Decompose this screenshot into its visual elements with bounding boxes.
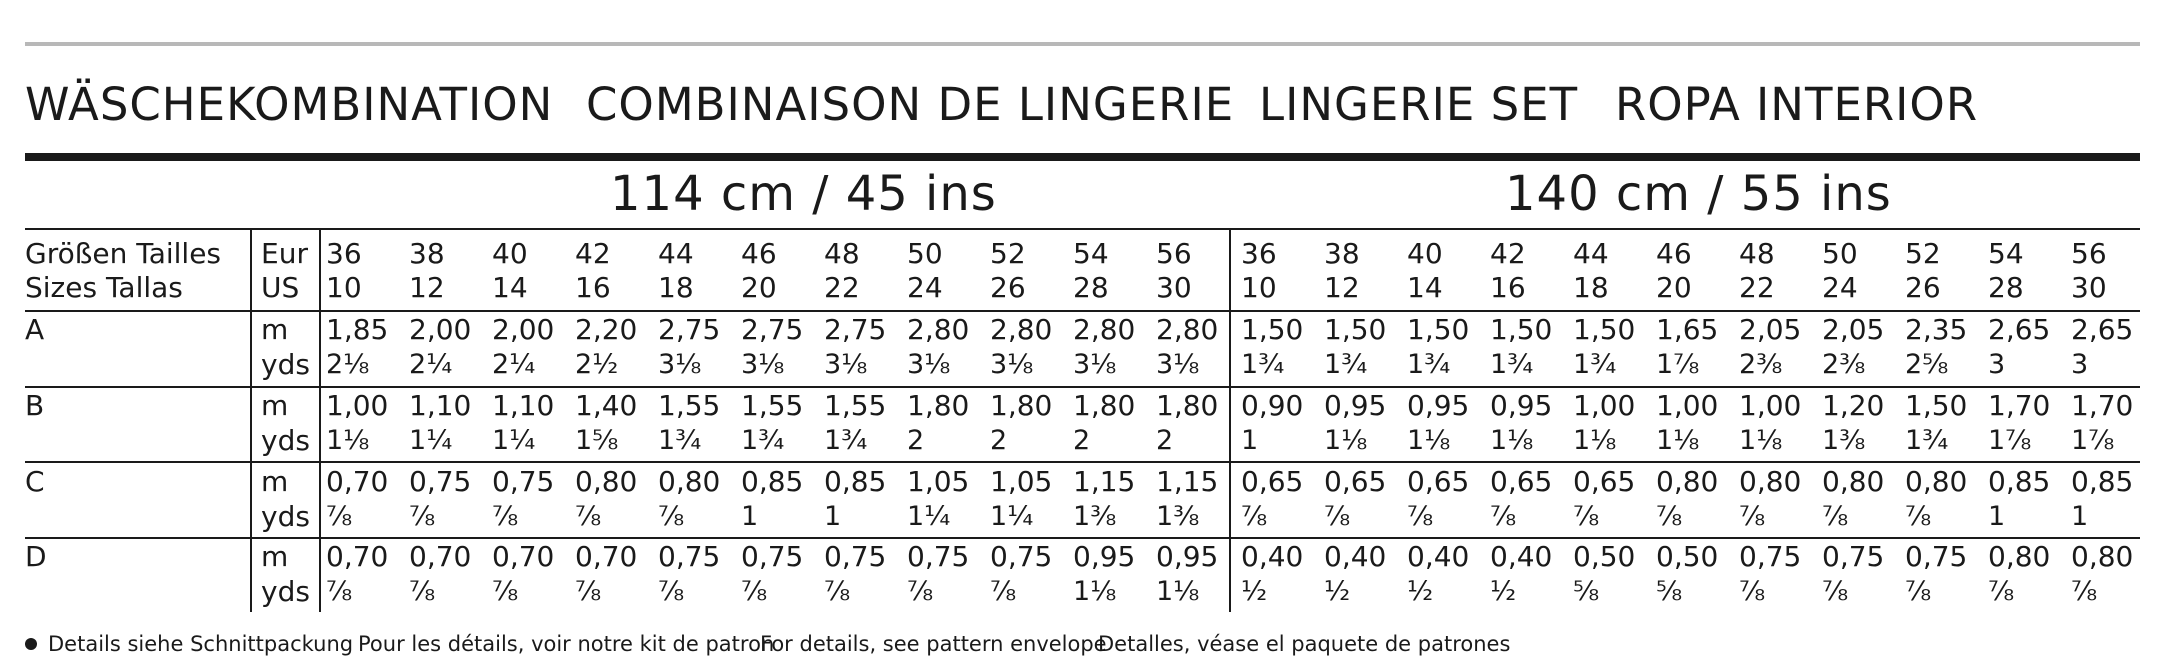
yards-cell: ½ [1241, 576, 1268, 607]
row-rule-a [25, 310, 2140, 312]
us-size-cell: 20 [1656, 271, 1692, 304]
us-size-cell: 16 [575, 271, 611, 304]
yards-cell: ⅞ [2071, 576, 2098, 607]
meters-cell: 1,50 [1324, 313, 1387, 346]
eur-size-cell: 48 [1739, 237, 1775, 270]
yards-cell: 1¼ [907, 501, 951, 532]
yards-cell: ½ [1407, 576, 1434, 607]
meters-cell: 1,55 [658, 389, 721, 422]
yards-cell: 1¾ [1490, 349, 1534, 380]
yards-cell: 1⅛ [326, 425, 370, 456]
yards-cell: 3⅛ [907, 349, 951, 380]
meters-cell: 0,40 [1407, 540, 1470, 573]
meters-cell: 0,70 [492, 540, 555, 573]
unit-yards: yds [261, 424, 310, 457]
meters-cell: 0,75 [409, 465, 472, 498]
us-size-cell: 10 [1241, 271, 1277, 304]
yards-cell: ⅞ [907, 576, 934, 607]
yards-cell: 3⅛ [741, 349, 785, 380]
yards-cell: 1¾ [1324, 349, 1368, 380]
yards-cell: ⅞ [1739, 501, 1766, 532]
meters-cell: 0,80 [2071, 540, 2134, 573]
meters-cell: 0,40 [1324, 540, 1387, 573]
yards-cell: 1⅞ [1988, 425, 2032, 456]
meters-cell: 0,80 [1822, 465, 1885, 498]
footer-german: Details siehe Schnittpackung [48, 632, 354, 656]
us-size-cell: 30 [2071, 271, 2107, 304]
meters-cell: 0,75 [492, 465, 555, 498]
yards-cell: 1⅛ [1073, 576, 1117, 607]
yards-cell: 1 [824, 501, 842, 532]
meters-cell: 0,85 [2071, 465, 2134, 498]
us-size-cell: 14 [1407, 271, 1443, 304]
meters-cell: 0,70 [326, 540, 389, 573]
size-label-line1: Größen Tailles [25, 237, 222, 270]
meters-cell: 1,10 [409, 389, 472, 422]
yards-cell: 1⅜ [1073, 501, 1117, 532]
meters-cell: 0,65 [1490, 465, 1553, 498]
meters-cell: 1,15 [1073, 465, 1136, 498]
meters-cell: 1,00 [1656, 389, 1719, 422]
yards-cell: 1⅛ [1407, 425, 1451, 456]
eur-label: Eur [261, 237, 308, 270]
yards-cell: ⅞ [1822, 501, 1849, 532]
divider-width [1229, 228, 1231, 612]
yards-cell: 1¾ [824, 425, 868, 456]
meters-cell: 1,55 [741, 389, 804, 422]
yards-cell: 2¼ [492, 349, 536, 380]
meters-cell: 0,40 [1241, 540, 1304, 573]
meters-cell: 0,75 [990, 540, 1053, 573]
meters-cell: 0,75 [1905, 540, 1968, 573]
yards-cell: 1⅜ [1156, 501, 1200, 532]
yards-cell: 1⅞ [1656, 349, 1700, 380]
meters-cell: 0,80 [1988, 540, 2051, 573]
meters-cell: 0,75 [658, 540, 721, 573]
eur-size-cell: 38 [409, 237, 445, 270]
yards-cell: ⅞ [658, 576, 685, 607]
unit-meters: m [261, 540, 289, 573]
yards-cell: ½ [1324, 576, 1351, 607]
yards-cell: 2¼ [409, 349, 453, 380]
meters-cell: 0,80 [658, 465, 721, 498]
view-label-d: D [25, 540, 47, 573]
yards-cell: ⅞ [575, 501, 602, 532]
meters-cell: 0,95 [1073, 540, 1136, 573]
meters-cell: 1,05 [907, 465, 970, 498]
meters-cell: 0,75 [907, 540, 970, 573]
yards-cell: 3⅛ [990, 349, 1034, 380]
yards-cell: 3 [1988, 349, 2006, 380]
eur-size-cell: 52 [990, 237, 1026, 270]
meters-cell: 2,80 [1156, 313, 1219, 346]
meters-cell: 0,65 [1324, 465, 1387, 498]
yards-cell: 1⅛ [1573, 425, 1617, 456]
yards-cell: 1⅜ [1822, 425, 1866, 456]
eur-size-cell: 40 [492, 237, 528, 270]
meters-cell: 0,80 [1656, 465, 1719, 498]
eur-size-cell: 46 [1656, 237, 1692, 270]
meters-cell: 0,85 [1988, 465, 2051, 498]
eur-size-cell: 56 [2071, 237, 2107, 270]
yards-cell: 1¾ [741, 425, 785, 456]
bullet-icon [25, 638, 37, 650]
meters-cell: 1,80 [1156, 389, 1219, 422]
meters-cell: 0,75 [741, 540, 804, 573]
us-size-cell: 12 [409, 271, 445, 304]
yards-cell: 1 [2071, 501, 2089, 532]
meters-cell: 0,50 [1656, 540, 1719, 573]
us-size-cell: 20 [741, 271, 777, 304]
header-rule [25, 228, 2140, 230]
footer-english: For details, see pattern envelope [760, 632, 1107, 656]
meters-cell: 0,85 [741, 465, 804, 498]
yards-cell: 3⅛ [1073, 349, 1117, 380]
meters-cell: 2,80 [990, 313, 1053, 346]
meters-cell: 0,85 [824, 465, 887, 498]
yards-cell: ⅞ [990, 576, 1017, 607]
eur-size-cell: 46 [741, 237, 777, 270]
yards-cell: ⅞ [409, 576, 436, 607]
yards-cell: ⅞ [1988, 576, 2015, 607]
us-size-cell: 22 [824, 271, 860, 304]
yards-cell: ½ [1490, 576, 1517, 607]
us-label: US [261, 271, 300, 304]
yards-cell: 1⅛ [1490, 425, 1534, 456]
eur-size-cell: 42 [575, 237, 611, 270]
yards-cell: ⅞ [1324, 501, 1351, 532]
meters-cell: 0,75 [1822, 540, 1885, 573]
meters-cell: 0,80 [1739, 465, 1802, 498]
yards-cell: 1⅛ [1156, 576, 1200, 607]
eur-size-cell: 36 [1241, 237, 1277, 270]
meters-cell: 0,80 [575, 465, 638, 498]
eur-size-cell: 54 [1073, 237, 1109, 270]
title-spanish: ROPA INTERIOR [1615, 78, 1979, 131]
footer-spanish: Detalles, véase el paquete de patrones [1098, 632, 1511, 656]
meters-cell: 2,75 [658, 313, 721, 346]
yards-cell: 1¾ [1241, 349, 1285, 380]
yards-cell: ⅞ [326, 576, 353, 607]
yards-cell: ⅞ [1241, 501, 1268, 532]
eur-size-cell: 44 [658, 237, 694, 270]
meters-cell: 1,20 [1822, 389, 1885, 422]
meters-cell: 1,50 [1407, 313, 1470, 346]
yards-cell: 3⅛ [1156, 349, 1200, 380]
meters-cell: 1,70 [2071, 389, 2134, 422]
yards-cell: ⅞ [1905, 501, 1932, 532]
yards-cell: 3⅛ [824, 349, 868, 380]
meters-cell: 0,70 [575, 540, 638, 573]
top-rule [25, 42, 2140, 46]
meters-cell: 1,05 [990, 465, 1053, 498]
yards-cell: 1⅛ [1739, 425, 1783, 456]
eur-size-cell: 40 [1407, 237, 1443, 270]
meters-cell: 1,40 [575, 389, 638, 422]
meters-cell: 1,15 [1156, 465, 1219, 498]
yards-cell: 2⅜ [1739, 349, 1783, 380]
divider-label [250, 228, 252, 612]
yards-cell: 2 [990, 425, 1008, 456]
meters-cell: 0,75 [824, 540, 887, 573]
meters-cell: 0,95 [1407, 389, 1470, 422]
meters-cell: 0,65 [1573, 465, 1636, 498]
yards-cell: 2⅝ [1905, 349, 1949, 380]
row-rule-c [25, 461, 2140, 463]
title-french: COMBINAISON DE LINGERIE [586, 78, 1235, 131]
yards-cell: ⅞ [1739, 576, 1766, 607]
yards-cell: 3 [2071, 349, 2089, 380]
meters-cell: 0,65 [1407, 465, 1470, 498]
meters-cell: 2,80 [907, 313, 970, 346]
yards-cell: 2½ [575, 349, 619, 380]
yards-cell: 1¼ [990, 501, 1034, 532]
yards-cell: ⅝ [1656, 576, 1683, 607]
yards-cell: ⅝ [1573, 576, 1600, 607]
us-size-cell: 14 [492, 271, 528, 304]
meters-cell: 0,50 [1573, 540, 1636, 573]
meters-cell: 1,00 [1573, 389, 1636, 422]
yards-cell: ⅞ [326, 501, 353, 532]
row-rule-d [25, 537, 2140, 539]
meters-cell: 1,50 [1573, 313, 1636, 346]
us-size-cell: 28 [1073, 271, 1109, 304]
us-size-cell: 16 [1490, 271, 1526, 304]
meters-cell: 1,80 [990, 389, 1053, 422]
meters-cell: 1,00 [326, 389, 389, 422]
meters-cell: 0,65 [1241, 465, 1304, 498]
meters-cell: 1,80 [1073, 389, 1136, 422]
eur-size-cell: 36 [326, 237, 362, 270]
eur-size-cell: 44 [1573, 237, 1609, 270]
yards-cell: ⅞ [741, 576, 768, 607]
eur-size-cell: 38 [1324, 237, 1360, 270]
us-size-cell: 18 [658, 271, 694, 304]
yards-cell: ⅞ [1656, 501, 1683, 532]
view-label-b: B [25, 389, 45, 422]
yards-cell: 1⅛ [1324, 425, 1368, 456]
meters-cell: 1,80 [907, 389, 970, 422]
meters-cell: 2,80 [1073, 313, 1136, 346]
yards-cell: 1¾ [1905, 425, 1949, 456]
meters-cell: 2,05 [1822, 313, 1885, 346]
fabric-width-114: 114 cm / 45 ins [610, 166, 997, 222]
title-german: WÄSCHEKOMBINATION [25, 78, 554, 131]
yards-cell: 1¾ [658, 425, 702, 456]
yards-cell: 2 [1156, 425, 1174, 456]
row-rule-b [25, 386, 2140, 388]
meters-cell: 0,70 [326, 465, 389, 498]
us-size-cell: 24 [1822, 271, 1858, 304]
meters-cell: 1,50 [1241, 313, 1304, 346]
yards-cell: ⅞ [824, 576, 851, 607]
meters-cell: 1,50 [1490, 313, 1553, 346]
unit-yards: yds [261, 575, 310, 608]
yards-cell: 1⅝ [575, 425, 619, 456]
yards-cell: 2⅛ [326, 349, 370, 380]
meters-cell: 2,00 [492, 313, 555, 346]
meters-cell: 0,40 [1490, 540, 1553, 573]
meters-cell: 1,65 [1656, 313, 1719, 346]
meters-cell: 1,00 [1739, 389, 1802, 422]
yards-cell: 1 [741, 501, 759, 532]
yards-cell: ⅞ [1573, 501, 1600, 532]
eur-size-cell: 52 [1905, 237, 1941, 270]
view-label-c: C [25, 465, 45, 498]
fabric-width-140: 140 cm / 55 ins [1505, 166, 1892, 222]
unit-yards: yds [261, 500, 310, 533]
meters-cell: 2,75 [741, 313, 804, 346]
meters-cell: 1,55 [824, 389, 887, 422]
meters-cell: 0,70 [409, 540, 472, 573]
footer-french: Pour les détails, voir notre kit de patron [358, 632, 775, 656]
us-size-cell: 18 [1573, 271, 1609, 304]
yards-cell: ⅞ [575, 576, 602, 607]
meters-cell: 2,65 [2071, 313, 2134, 346]
meters-cell: 2,00 [409, 313, 472, 346]
yards-cell: 1¼ [409, 425, 453, 456]
us-size-cell: 28 [1988, 271, 2024, 304]
meters-cell: 0,80 [1905, 465, 1968, 498]
meters-cell: 1,85 [326, 313, 389, 346]
yards-cell: ⅞ [658, 501, 685, 532]
eur-size-cell: 54 [1988, 237, 2024, 270]
view-label-a: A [25, 313, 45, 346]
yards-cell: ⅞ [492, 576, 519, 607]
meters-cell: 2,20 [575, 313, 638, 346]
yards-cell: 2 [1073, 425, 1091, 456]
meters-cell: 1,10 [492, 389, 555, 422]
yards-cell: ⅞ [1490, 501, 1517, 532]
unit-meters: m [261, 465, 289, 498]
yards-cell: ⅞ [492, 501, 519, 532]
yards-cell: ⅞ [1407, 501, 1434, 532]
us-size-cell: 26 [990, 271, 1026, 304]
meters-cell: 2,65 [1988, 313, 2051, 346]
unit-yards: yds [261, 348, 310, 381]
meters-cell: 2,35 [1905, 313, 1968, 346]
us-size-cell: 30 [1156, 271, 1192, 304]
unit-meters: m [261, 313, 289, 346]
yards-cell: 2 [907, 425, 925, 456]
us-size-cell: 12 [1324, 271, 1360, 304]
us-size-cell: 26 [1905, 271, 1941, 304]
yards-cell: 1¼ [492, 425, 536, 456]
eur-size-cell: 50 [1822, 237, 1858, 270]
meters-cell: 0,95 [1490, 389, 1553, 422]
yards-cell: 1 [1988, 501, 2006, 532]
yards-cell: ⅞ [409, 501, 436, 532]
yards-cell: 1¾ [1573, 349, 1617, 380]
meters-cell: 0,75 [1739, 540, 1802, 573]
yards-cell: 1⅛ [1656, 425, 1700, 456]
us-size-cell: 24 [907, 271, 943, 304]
meters-cell: 2,75 [824, 313, 887, 346]
size-label-line2: Sizes Tallas [25, 271, 183, 304]
eur-size-cell: 50 [907, 237, 943, 270]
divider-unit [319, 228, 321, 612]
eur-size-cell: 56 [1156, 237, 1192, 270]
unit-meters: m [261, 389, 289, 422]
us-size-cell: 10 [326, 271, 362, 304]
yards-cell: ⅞ [1905, 576, 1932, 607]
meters-cell: 1,70 [1988, 389, 2051, 422]
yards-cell: 2⅜ [1822, 349, 1866, 380]
yards-cell: 1 [1241, 425, 1259, 456]
yards-cell: 3⅛ [658, 349, 702, 380]
us-size-cell: 22 [1739, 271, 1775, 304]
meters-cell: 1,50 [1905, 389, 1968, 422]
yards-cell: ⅞ [1822, 576, 1849, 607]
meters-cell: 0,95 [1324, 389, 1387, 422]
eur-size-cell: 42 [1490, 237, 1526, 270]
meters-cell: 0,95 [1156, 540, 1219, 573]
yards-cell: 1¾ [1407, 349, 1451, 380]
yards-cell: 1⅞ [2071, 425, 2115, 456]
title-rule [25, 153, 2140, 161]
title-english: LINGERIE SET [1259, 78, 1579, 131]
meters-cell: 2,05 [1739, 313, 1802, 346]
meters-cell: 0,90 [1241, 389, 1304, 422]
eur-size-cell: 48 [824, 237, 860, 270]
